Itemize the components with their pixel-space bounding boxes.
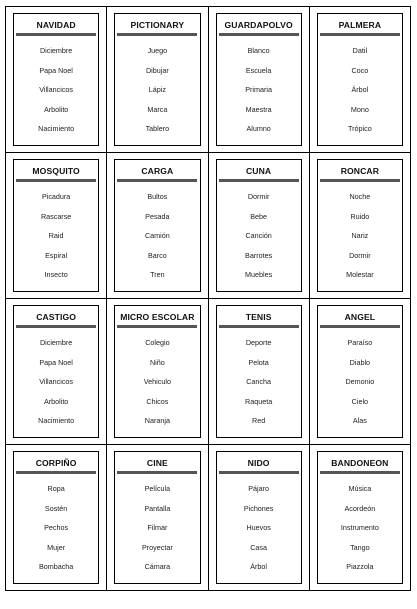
forbidden-word: Trópico: [348, 124, 372, 133]
forbidden-word: Instrumento: [340, 523, 379, 532]
word-card: [216, 159, 302, 292]
forbidden-word: Piazzola: [346, 562, 374, 571]
forbidden-word: Papa Noel: [39, 65, 73, 75]
forbidden-word-list: [318, 187, 402, 285]
forbidden-word: Bultos: [147, 192, 168, 201]
forbidden-word: Espiral: [45, 250, 68, 260]
forbidden-word: Barco: [147, 250, 167, 260]
forbidden-word: Maestra: [245, 104, 272, 114]
forbidden-word: Pechos: [44, 523, 69, 532]
forbidden-word: Nariz: [351, 231, 369, 240]
card-cell: [310, 299, 411, 445]
card-title: PICTIONARY: [130, 20, 185, 30]
card-cell: [310, 445, 411, 591]
word-card: [13, 13, 99, 146]
forbidden-word: Papa Noel: [39, 357, 73, 367]
forbidden-word: Escuela: [245, 65, 272, 75]
forbidden-word: Tablero: [145, 124, 170, 133]
forbidden-word: Canción: [245, 231, 272, 240]
forbidden-word: Muebles: [245, 270, 273, 279]
forbidden-word: Árbol: [351, 85, 369, 94]
forbidden-word: Naranja: [144, 416, 170, 425]
word-card: [317, 305, 403, 438]
forbidden-word: Raid: [48, 231, 64, 240]
word-card: [216, 13, 302, 146]
forbidden-word: Villancicos: [39, 85, 74, 94]
forbidden-word: Alas: [352, 416, 367, 425]
word-card: [317, 159, 403, 292]
forbidden-word: Ropa: [47, 484, 65, 493]
forbidden-word: Picadura: [41, 192, 71, 201]
forbidden-word: Película: [144, 484, 171, 493]
forbidden-word-list: [115, 333, 199, 431]
forbidden-word: Raqueta: [245, 396, 273, 406]
card-title: MICRO ESCOLAR: [120, 312, 195, 322]
forbidden-word-list: [318, 333, 402, 431]
forbidden-word-list: [217, 479, 301, 577]
forbidden-word: Pichones: [243, 503, 274, 513]
title-divider: [16, 33, 96, 36]
forbidden-word: Vehiculo: [143, 377, 171, 386]
card-title: RONCAR: [340, 166, 380, 176]
title-divider: [219, 33, 299, 36]
forbidden-word: Deporte: [245, 338, 272, 347]
card-title: TENIS: [245, 312, 272, 322]
forbidden-word: Diciembre: [39, 338, 73, 347]
forbidden-word: Camión: [144, 231, 170, 240]
forbidden-word: Coco: [351, 65, 369, 75]
title-divider: [320, 33, 400, 36]
forbidden-word: Tren: [150, 270, 165, 279]
title-divider: [320, 179, 400, 182]
forbidden-word: Juego: [147, 46, 168, 55]
word-card: [216, 305, 302, 438]
forbidden-word: Blanco: [247, 46, 270, 55]
word-card: [13, 159, 99, 292]
card-title: NAVIDAD: [36, 20, 76, 30]
forbidden-word-list: [14, 479, 98, 577]
forbidden-word-list: [115, 479, 199, 577]
card-title: CARGA: [141, 166, 174, 176]
forbidden-word: Proyectar: [141, 542, 173, 552]
forbidden-word: Cancha: [246, 377, 272, 386]
forbidden-word: Cámara: [144, 562, 171, 571]
forbidden-word: Bebe: [250, 211, 268, 221]
forbidden-word-list: [14, 187, 98, 285]
forbidden-word: Diablo: [349, 357, 371, 367]
word-card: [13, 451, 99, 584]
forbidden-word: Molestar: [346, 270, 374, 279]
word-card: [317, 13, 403, 146]
title-divider: [16, 179, 96, 182]
card-cell: [6, 445, 107, 591]
card-cell: [6, 153, 107, 299]
card-cell: [310, 7, 411, 153]
forbidden-word: Pesada: [145, 211, 170, 221]
title-divider: [320, 471, 400, 474]
forbidden-word: Filmar: [147, 523, 168, 532]
word-card: [114, 159, 200, 292]
forbidden-word-list: [14, 41, 98, 139]
forbidden-word: Colegio: [145, 338, 170, 347]
forbidden-word-list: [115, 41, 199, 139]
forbidden-word: Cielo: [351, 396, 369, 406]
word-card: [317, 451, 403, 584]
card-cell: [209, 445, 310, 591]
forbidden-word: Huevos: [246, 523, 271, 532]
card-title: MOSQUITO: [32, 166, 80, 176]
forbidden-word: Alumno: [246, 124, 271, 133]
card-sheet: [5, 6, 411, 591]
forbidden-word-list: [318, 41, 402, 139]
card-title: ANGEL: [344, 312, 376, 322]
forbidden-word: Insecto: [44, 270, 68, 279]
word-card: [114, 13, 200, 146]
title-divider: [16, 325, 96, 328]
card-cell: [209, 299, 310, 445]
forbidden-word: Música: [348, 484, 372, 493]
title-divider: [117, 471, 197, 474]
forbidden-word: Pájaro: [248, 484, 270, 493]
card-cell: [107, 299, 208, 445]
card-cell: [6, 299, 107, 445]
forbidden-word: Noche: [349, 192, 371, 201]
title-divider: [320, 325, 400, 328]
forbidden-word: Datil: [352, 46, 368, 55]
forbidden-word: Marca: [147, 104, 168, 114]
card-title: GUARDAPOLVO: [224, 20, 293, 30]
card-cell: [209, 7, 310, 153]
forbidden-word: Primaria: [245, 85, 272, 94]
forbidden-word: Demonio: [345, 377, 375, 386]
forbidden-word: Bombacha: [38, 562, 74, 571]
title-divider: [219, 325, 299, 328]
forbidden-word-list: [217, 187, 301, 285]
forbidden-word: Niño: [149, 357, 165, 367]
forbidden-word: Nacimiento: [38, 416, 75, 425]
forbidden-word: Dormir: [349, 250, 371, 260]
forbidden-word: Arbolito: [43, 396, 69, 406]
forbidden-word: Arbolito: [43, 104, 69, 114]
card-title: CINE: [146, 458, 168, 468]
card-cell: [209, 153, 310, 299]
forbidden-word-list: [217, 333, 301, 431]
forbidden-word: Chicos: [146, 396, 169, 406]
forbidden-word: Lápiz: [148, 85, 166, 94]
word-card: [114, 305, 200, 438]
forbidden-word: Acordeón: [344, 503, 376, 513]
title-divider: [219, 471, 299, 474]
title-divider: [16, 471, 96, 474]
card-title: NIDO: [247, 458, 270, 468]
forbidden-word-list: [318, 479, 402, 577]
forbidden-word-list: [217, 41, 301, 139]
card-title: BANDONEON: [331, 458, 389, 468]
card-cell: [310, 153, 411, 299]
forbidden-word: Dibujar: [145, 65, 169, 75]
card-cell: [107, 445, 208, 591]
forbidden-word: Red: [252, 416, 266, 425]
forbidden-word: Pelota: [248, 357, 269, 367]
forbidden-word: Villancicos: [39, 377, 74, 386]
card-title: CUNA: [246, 166, 272, 176]
title-divider: [117, 179, 197, 182]
forbidden-word: Rascarse: [40, 211, 72, 221]
title-divider: [219, 179, 299, 182]
forbidden-word: Pantalla: [144, 503, 171, 513]
forbidden-word: Tango: [350, 542, 370, 552]
forbidden-word-list: [14, 333, 98, 431]
card-title: CASTIGO: [36, 312, 77, 322]
card-cell: [107, 7, 208, 153]
forbidden-word: Sostén: [44, 503, 68, 513]
word-card: [13, 305, 99, 438]
word-card: [114, 451, 200, 584]
forbidden-word-list: [115, 187, 199, 285]
forbidden-word: Barrotes: [245, 250, 273, 260]
forbidden-word: Nacimiento: [38, 124, 75, 133]
forbidden-word: Dormir: [247, 192, 270, 201]
card-title: CORPIÑO: [35, 458, 77, 468]
forbidden-word: Mono: [350, 104, 369, 114]
forbidden-word: Diciembre: [39, 46, 73, 55]
card-title: PALMERA: [338, 20, 382, 30]
title-divider: [117, 325, 197, 328]
forbidden-word: Mujer: [47, 542, 66, 552]
card-cell: [6, 7, 107, 153]
title-divider: [117, 33, 197, 36]
forbidden-word: Ruido: [350, 211, 370, 221]
forbidden-word: Casa: [250, 542, 268, 552]
card-cell: [107, 153, 208, 299]
forbidden-word: Árbol: [250, 562, 268, 571]
forbidden-word: Paraíso: [347, 338, 373, 347]
word-card: [216, 451, 302, 584]
